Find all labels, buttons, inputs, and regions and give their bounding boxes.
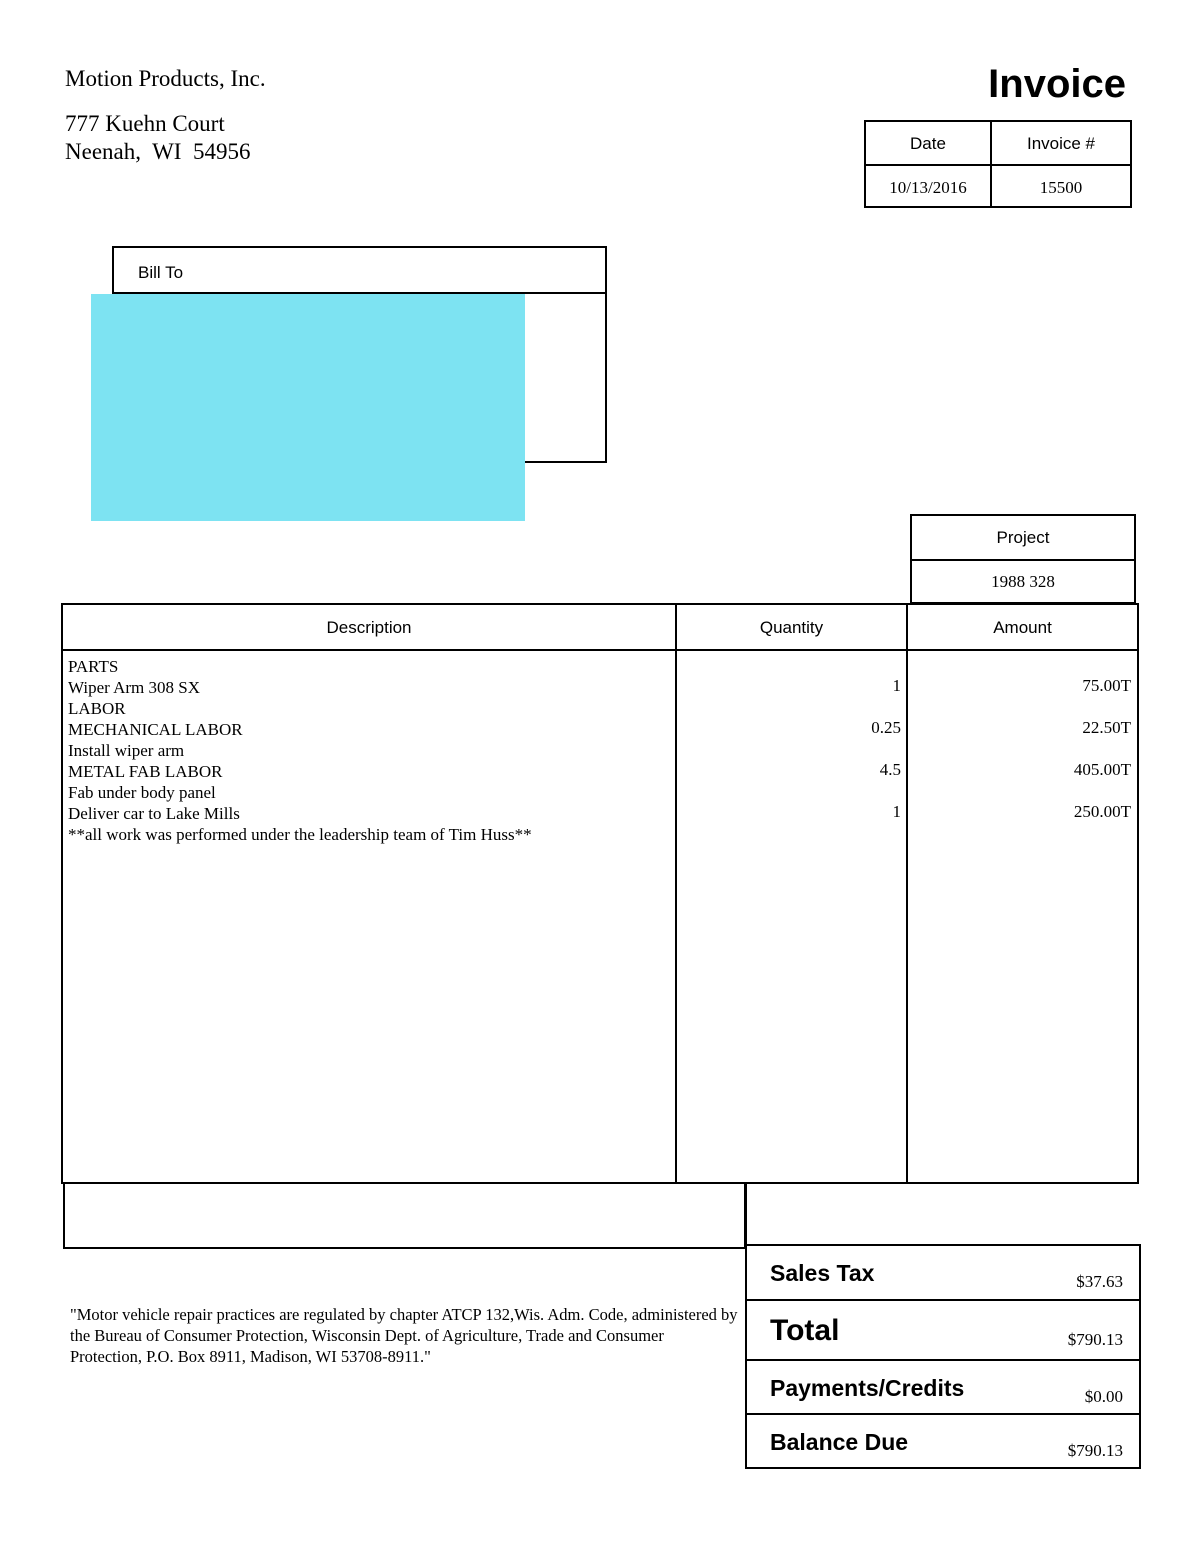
balance-due-value: $790.13	[1067, 1441, 1123, 1460]
sales-tax-label: Sales Tax	[770, 1260, 875, 1286]
quantity-cell: 4.5	[879, 760, 901, 779]
quantity-cell: 0.25	[871, 718, 901, 737]
description-line: MECHANICAL LABOR	[68, 720, 243, 739]
invoice-date: 10/13/2016	[889, 178, 967, 197]
description-line: METAL FAB LABOR	[68, 762, 223, 781]
amount-column-header: Amount	[993, 618, 1052, 637]
amount-cell: 250.00T	[1073, 802, 1131, 821]
quantity-cell: 1	[892, 676, 901, 695]
legal-disclaimer: "Motor vehicle repair practices are regulated by chapter ATCP 132,Wis. Adm. Code, administered by the Bureau of Consumer Protection, Wisconsin Dept. of Agriculture, Trade and Consumer Protection, P.O. Box 8911, Madison, WI 53708-8911."	[70, 1305, 738, 1366]
redaction-block	[91, 294, 525, 521]
description-line: **all work was performed under the leadership team of Tim Huss**	[68, 825, 532, 844]
project-value: 1988 328	[991, 572, 1055, 591]
description-line: Wiper Arm 308 SX	[68, 678, 200, 697]
project-box	[910, 514, 1136, 604]
company-name: Motion Products, Inc.	[65, 66, 266, 91]
payments-credits-value: $0.00	[1084, 1387, 1123, 1406]
description-line: Fab under body panel	[68, 783, 216, 802]
company-address-line2: Neenah, WI 54956	[65, 139, 251, 164]
description-line: LABOR	[68, 699, 126, 718]
balance-due-label: Balance Due	[770, 1429, 909, 1455]
bill-to-label: Bill To	[138, 263, 184, 282]
divider	[744, 1183, 746, 1247]
description-line: PARTS	[68, 657, 119, 676]
invoice-number-header: Invoice #	[1026, 134, 1096, 153]
project-header: Project	[996, 528, 1050, 547]
amount-cell: 75.00T	[1082, 676, 1131, 695]
total-label: Total	[770, 1314, 840, 1347]
quantity-cell: 1	[892, 802, 901, 821]
sales-tax-value: $37.63	[1076, 1272, 1123, 1291]
date-header: Date	[910, 134, 946, 153]
amount-cell: 405.00T	[1073, 760, 1131, 779]
document-title: Invoice	[988, 62, 1126, 106]
invoice-meta-box	[864, 120, 1132, 208]
amount-cell: 22.50T	[1082, 718, 1131, 737]
quantity-column-header: Quantity	[759, 618, 824, 637]
description-column-header: Description	[326, 618, 412, 637]
description-line: Install wiper arm	[68, 741, 185, 760]
line-items-table	[61, 603, 1139, 1184]
total-value: $790.13	[1067, 1330, 1123, 1349]
totals-box	[745, 1244, 1141, 1469]
description-line: Deliver car to Lake Mills	[68, 804, 240, 823]
invoice-number: 15500	[1039, 178, 1083, 197]
payments-credits-label: Payments/Credits	[770, 1375, 965, 1401]
company-address-line1: 777 Kuehn Court	[65, 111, 225, 136]
notes-box	[63, 1183, 747, 1249]
